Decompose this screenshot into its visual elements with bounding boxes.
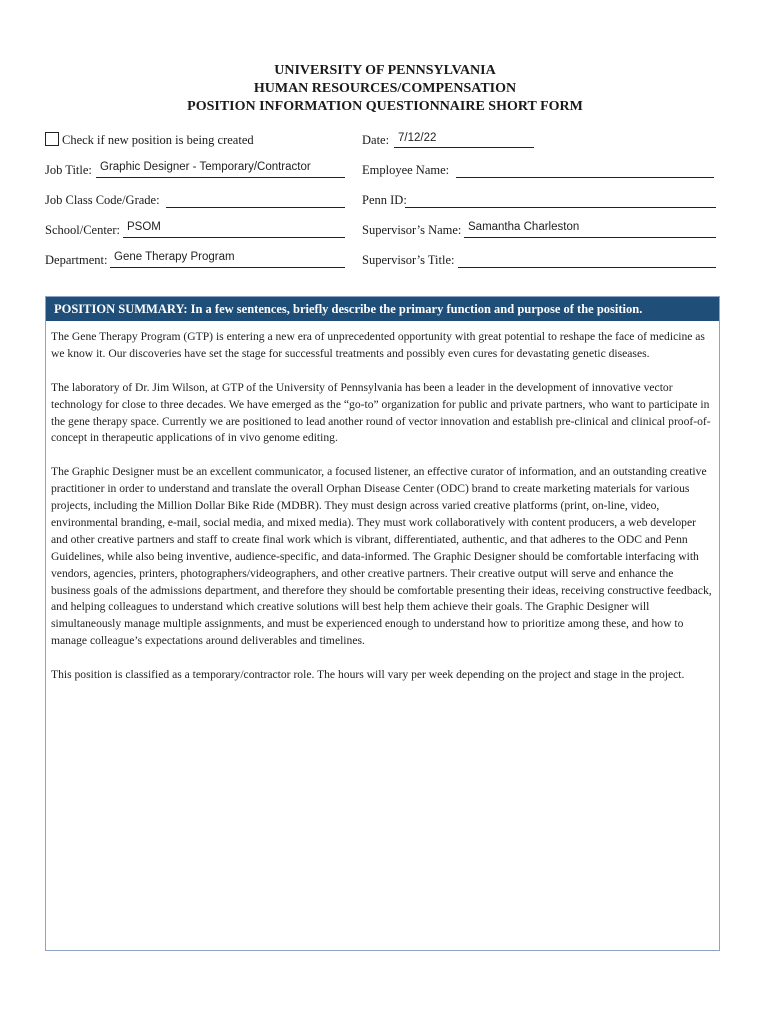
job-title-field[interactable]: Graphic Designer - Temporary/Contractor (100, 161, 311, 173)
position-summary-text[interactable] (46, 321, 719, 684)
supervisor-title-label: Supervisor’s Title: (362, 253, 455, 267)
supervisor-title-field-line (458, 267, 716, 268)
summary-paragraph: The Graphic Designer must be an excellent communicator, a focused listener, an effective curator of information, and an outstanding creative practitioner in order to understand and translate the overall Orphan Disease Center (ODC) brand to create marketing materials for various projects, including the Million Dollar Bike Ride (MDBR). They must design across varied creative platforms (print, on-line, video, environmental branding, e-mail, social media, and mixed media). They must work collaboratively with content producers, a web developer and other creative partners and staff to create final work which is vibrant, differentiated, authentic, and that adheres to the ODC and Penn Guidelines, while also being inventive, audience-specific, and data-informed. The Graphic Designer should be comfortable interfacing with vendors, agencies, printers, photographers/videographers, and other creative partners. Their creative output will serve and enhance the business goals of the admissions department, and therefore they should be comfortable presenting their ideas, receiving constructive feedback, and helping colleagues to understand which creative solutions will best help them achieve their goals. The Graphic Designer will simultaneously manage multiple assignments, and must be experienced enough to understand how to prioritize among these, and how to manage colleague’s expectations around deliverables and timelines. (51, 465, 712, 648)
date-label: Date: (362, 133, 390, 147)
job-title-field-line (96, 177, 345, 178)
school-field[interactable]: PSOM (127, 221, 161, 233)
supervisor-name-label: Supervisor’s Name: (362, 223, 462, 237)
new-position-checkbox[interactable] (45, 132, 59, 146)
employee-name-field-line (456, 177, 714, 178)
form-header (0, 62, 770, 116)
department-field-line (110, 267, 345, 268)
position-summary-box (45, 296, 720, 951)
department-field[interactable]: Gene Therapy Program (114, 251, 235, 263)
summary-paragraph: The laboratory of Dr. Jim Wilson, at GTP of the University of Pennsylvania has been a leader in the development of innovative vector technology for close to three decades. We have emerged as the “go-to” organization for public and private partners, who want to participate in the gene therapy space. Currently we are positioned to lead another round of vector innovation and establish pre-clinical and clinical proof-of-concept in therapeutic applications of in vivo genome editing. (51, 380, 711, 445)
school-label: School/Center: (45, 223, 120, 237)
school-field-line (123, 237, 345, 238)
job-class-field-line (166, 207, 345, 208)
position-summary-heading: POSITION SUMMARY: In a few sentences, briefly describe the primary function and purpose of the position. (46, 297, 719, 321)
department-title: HUMAN RESOURCES/COMPENSATION (253, 81, 517, 96)
job-class-label: Job Class Code/Grade: (45, 193, 160, 207)
new-position-label: Check if new position is being created (62, 133, 254, 147)
penn-id-label: Penn ID: (362, 193, 407, 207)
penn-id-field-line (405, 207, 716, 208)
date-field-line (394, 147, 534, 148)
supervisor-name-field-line (464, 237, 716, 238)
job-title-label: Job Title: (45, 163, 92, 177)
form-title: POSITION INFORMATION QUESTIONNAIRE SHORT FORM (187, 99, 583, 114)
employee-name-label: Employee Name: (362, 163, 450, 177)
supervisor-name-field[interactable]: Samantha Charleston (468, 221, 580, 233)
date-field[interactable]: 7/12/22 (398, 132, 437, 144)
summary-paragraph: The Gene Therapy Program (GTP) is entering a new era of unprecedented opportunity with great potential to reshape the face of medicine as we know it. Our discoveries have set the stage for successful treatments and possibly even cures for devastating genetic diseases. (51, 330, 705, 360)
summary-paragraph: This position is classified as a temporary/contractor role. The hours will vary per week depending on the project and stage in the project. (51, 668, 685, 682)
university-title: UNIVERSITY OF PENNSYLVANIA (274, 63, 496, 78)
department-label: Department: (45, 253, 108, 267)
